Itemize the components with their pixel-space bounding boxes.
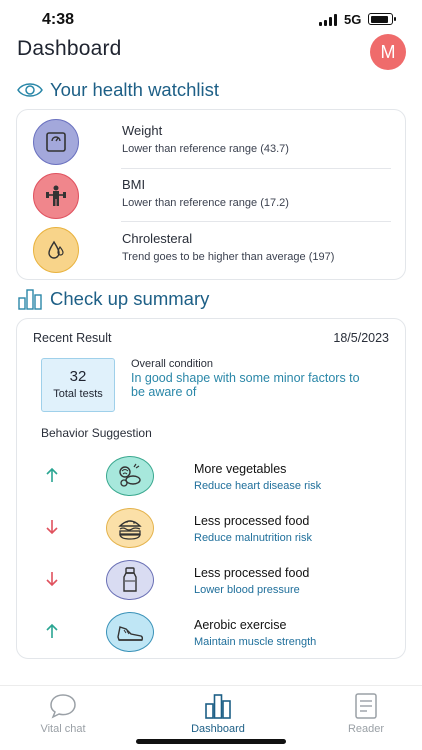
suggestion-description: Maintain muscle strength [194, 636, 317, 648]
suggestion-description: Reduce heart disease risk [194, 480, 322, 492]
suggestion-description: Lower blood pressure [194, 584, 300, 596]
suggestion-title: Aerobic exercise [194, 618, 287, 632]
suggestion-item[interactable] [17, 556, 407, 608]
watchlist-card [16, 109, 406, 280]
burger-icon [106, 508, 154, 548]
document-icon [351, 692, 381, 720]
tab-label: Reader [347, 723, 385, 735]
suggestion-description: Reduce malnutrition risk [194, 532, 312, 544]
home-indicator [136, 739, 286, 744]
page-title: Dashboard [17, 37, 122, 60]
watchlist-item-bmi[interactable] [17, 168, 407, 222]
checkup-heading [17, 286, 209, 312]
suggestion-title: Less processed food [194, 566, 310, 580]
sneaker-icon [106, 612, 154, 652]
bar-chart-icon [17, 288, 43, 310]
arrow-down-icon [43, 570, 61, 588]
eye-icon [17, 79, 43, 101]
behavior-suggestion-label: Behavior Suggestion [41, 426, 152, 440]
checkup-title: Check up summary [50, 288, 210, 309]
total-tests-box[interactable] [41, 358, 115, 412]
watchlist-item-description: Lower than reference range (17.2) [122, 197, 289, 209]
recent-result-label: Recent Result [33, 331, 112, 345]
status-bar [0, 0, 422, 36]
watchlist-item-title: Weight [122, 123, 163, 138]
tab-reader[interactable] [316, 686, 416, 736]
watchlist-item-cholesterol[interactable] [17, 222, 407, 276]
scale-icon [33, 119, 79, 165]
network-type: 5G [344, 12, 362, 27]
watchlist-item-description: Trend goes to be higher than average (197) [122, 251, 335, 263]
suggestion-title: More vegetables [194, 462, 287, 476]
battery-icon [368, 13, 393, 25]
suggestion-item[interactable] [17, 608, 407, 660]
arrow-up-icon [43, 466, 61, 484]
chat-bubble-icon [48, 692, 78, 720]
watchlist-item-title: BMI [122, 177, 146, 192]
overall-condition-label: Overall condition [131, 358, 213, 370]
tab-dashboard[interactable] [168, 686, 268, 736]
bmi-figure-icon [33, 173, 79, 219]
checkup-card [16, 318, 406, 659]
salt-shaker-icon [106, 560, 154, 600]
watchlist-title: Your health watchlist [50, 79, 220, 100]
tab-vital-chat[interactable] [13, 686, 113, 736]
overall-condition-text: In good shape with some minor factors to be aware of [131, 371, 360, 399]
tab-label: Dashboard [191, 723, 245, 735]
arrow-down-icon [43, 518, 61, 536]
suggestion-item[interactable] [17, 452, 407, 504]
result-date: 18/5/2023 [333, 331, 389, 345]
bar-chart-icon [203, 692, 233, 720]
watchlist-heading [17, 77, 219, 103]
signal-icon [319, 14, 339, 26]
watchlist-item-title: Chrolesteral [122, 231, 193, 246]
drops-icon [33, 227, 79, 273]
watchlist-item-description: Lower than reference range (43.7) [122, 143, 289, 155]
suggestion-item[interactable] [17, 504, 407, 556]
watchlist-item-weight[interactable] [17, 114, 407, 168]
vegetables-icon [106, 456, 154, 496]
avatar[interactable]: M [370, 34, 406, 70]
total-tests-count: 32 [69, 368, 87, 385]
tab-label: Vital chat [40, 723, 86, 735]
suggestion-title: Less processed food [194, 514, 310, 528]
total-tests-label: Total tests [53, 388, 103, 400]
arrow-up-icon [43, 622, 61, 640]
status-time: 4:38 [42, 11, 75, 28]
